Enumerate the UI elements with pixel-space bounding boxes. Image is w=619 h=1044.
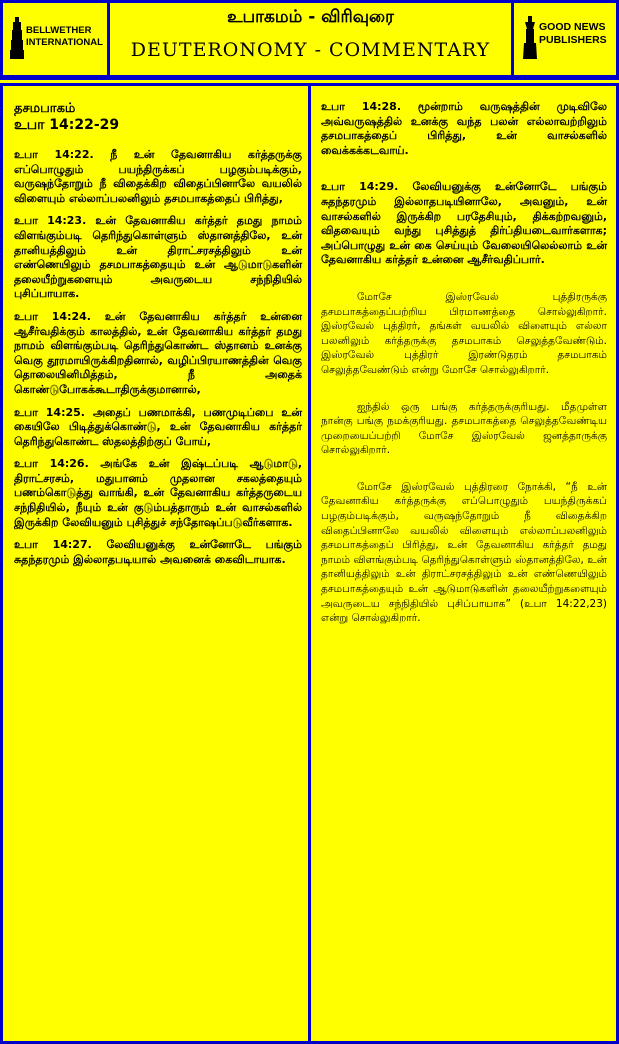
title-box — [110, 3, 511, 75]
logo-right-line2: PUBLISHERS — [539, 34, 607, 46]
title-english: DEUTERONOMY - COMMENTARY — [130, 39, 491, 61]
left-column — [14, 100, 302, 575]
header-banner — [0, 0, 619, 80]
good-news-logo — [522, 15, 612, 61]
commentary-paragraph: ஐந்தில் ஒரு பங்கு கர்த்தருக்குரியது. மீதமுள்ள நான்கு பங்கு நமக்குரியது. தசமபாகத்தை செலுத்தவேண்டிய முறையைப்பற்றி மோசே இஸ்ரவேல் ஜனத்தாருக்கு சொல்லுகிறார். — [321, 400, 607, 457]
spacer — [321, 466, 607, 480]
frame-left-border — [0, 83, 3, 1041]
verse-paragraph: உபா 14:23. உன் தேவனாகிய கர்த்தர் தமது நாமம் விளங்கும்படி தெரிந்துகொள்ளும் ஸ்தானத்திலே, உன் தானியத்திலும் உன் திராட்சரசத்திலும் உன் எண்ணெயிலும் தசமபாகத்தையும் உன் ஆடுமாடுகளின் தலையீற்றுகளையும் அவருடைய சந்நிதியில் புசிப்பாயாக. — [14, 214, 302, 301]
spacer — [321, 276, 607, 290]
good-news-logo-text — [539, 21, 607, 47]
verse-paragraph: உபா 14:28. மூன்றாம் வருஷத்தின் முடிவிலே அவ்வருஷத்தில் உனக்கு வந்த பலன் எல்லாவற்றிலும் தசமபாகத்தைப் பிரித்து, உன் வாசல்களில் வைக்கக்கடவாய். — [321, 100, 607, 157]
spacer — [14, 134, 302, 148]
commentary-paragraph: மோசே இஸ்ரவேல் புத்திரருக்கு தசமபாகத்தைப்பற்றிய பிரமாணத்தை சொல்லுகிறார். இஸ்ரவேல் புத்திரர், தங்கள் வயலில் விளையும் எல்லா பலனிலும் கர்த்தருக்கு தசமபாகம் செலுத்தவேண்டும். இஸ்ரவேல் புத்திரர் இரண்டுதரம் தசமபாகம் செலுத்தவேண்டும் என்று மோசே சொல்லுகிறார். — [321, 290, 607, 376]
bellwether-logo — [9, 15, 103, 61]
spacer — [321, 166, 607, 180]
commentary-paragraph: மோசே இஸ்ரவேல் புத்திரரை நோக்கி, “நீ உன் தேவனாகிய கர்த்தருக்கு எப்பொழுதும் பயந்திருக்கப் பழகும்படிக்கும், வருஷந்தோறும் நீ விதைக்கிற விதைப்பினாலே வயலில் விளையும் எல்லாப்பலனிலும் தசமபாகத்தைப் பிரித்து, உன் தேவனாகிய கர்த்தர் தமது நாமம் விளங்கும்படி தெரிந்துகொள்ளும் ஸ்தானத்திலே, உன் தானியத்திலும் உன் திராட்சரசத்திலும் உன் எண்ணெயிலும் தசமபாகத்தையும் உன் ஆடுமாடுகளின் தலையீற்றுகளையும் அவருடைய சந்நிதியில் புசிப்பாயாக” (உபா 14:22,23) என்று சொல்லுகிறார். — [321, 480, 607, 625]
title-tamil: உபாகமம் - விரிவுரை — [227, 7, 394, 27]
verse-paragraph: உபா 14:29. லேவியனுக்கு உன்னோடே பங்கும் சுதந்தரமும் இல்லாதபடியினாலே, அவனும், உன் வாசல்களில் இருக்கிற பரதேசியும், திக்கற்றவனும், விதவையும் வந்து புசித்துத் திர்ப்தியடைவார்களாக; அப்பொழுது உன் கை செய்யும் வேலையிலெல்லாம் உன் தேவனாகிய கர்த்தர் உன்னை ஆசீர்வதிப்பார். — [321, 180, 607, 267]
verse-paragraph: உபா 14:26. அங்கே உன் இஷ்டப்படி ஆடுமாடு, திராட்சரசம், மதுபானம் முதலான சகலத்தையும் பணம்கொடுத்து வாங்கி, உன் தேவனாகிய கர்த்தருடைய சந்நிதியில், நீயும் உன் குடும்பத்தாரும் உன் வாசல்களில் இருக்கிற லேவியனும் புசித்துச் சந்தோஷப்படுவீர்களாக. — [14, 457, 302, 529]
verse-paragraph: உபா 14:27. லேவியனுக்கு உன்னோடே பங்கும் சுதந்தரமும் இல்லாதபடியால் அவனைக் கைவிடாயாக. — [14, 538, 302, 566]
logo-left-line1: BELLWETHER — [26, 25, 92, 36]
verse-paragraph: உபா 14:22. நீ உன் தேவனாகிய கர்த்தருக்கு எப்பொழுதும் பயந்திருக்கப் பழகும்படிக்கும், வருஷந்தோறும் நீ விதைக்கிற விதைப்பினாலே வயலில் விளையும் எல்லாப்பலனிலும் தசமபாகத்தைப் பிரித்து, — [14, 148, 302, 205]
publisher-logo-right — [514, 3, 616, 75]
publisher-logo-left — [3, 3, 107, 75]
column-divider — [308, 83, 311, 1041]
verse-paragraph: உபா 14:24. உன் தேவனாகிய கர்த்தர் உன்னை ஆசீர்வதிக்கும் காலத்தில், உன் தேவனாகிய கர்த்தர் தமது நாமம் விளங்கும்படி தெரிந்துகொண்ட ஸ்தானம் உனக்கு வெகு தூரமாயிருக்கிறதினால், வழிப்பிரயாணத்தின் வெகு தொலையினிமித்தம், நீ அதைக் கொண்டுபோகக்கூடாதிருக்குமானால், — [14, 309, 302, 396]
bellwether-logo-text — [26, 25, 103, 49]
verse-paragraph: உபா 14:25. அதைப் பணமாக்கி, பணமுடிப்பை உன் கையிலே பிடித்துக்கொண்டு, உன் தேவனாகிய கர்த்தர் தெரிந்துகொண்ட ஸ்தலத்திற்குப் போய், — [14, 405, 302, 448]
right-column — [321, 100, 607, 634]
bell-tower-icon — [9, 15, 25, 61]
logo-right-line1: GOOD NEWS — [539, 21, 606, 33]
logo-left-line2: INTERNATIONAL — [26, 37, 103, 48]
section-heading: தசமபாகம் — [14, 101, 76, 116]
tower-icon — [522, 15, 538, 61]
section-reference: உபா 14:22-29 — [14, 117, 120, 133]
spacer — [321, 386, 607, 400]
